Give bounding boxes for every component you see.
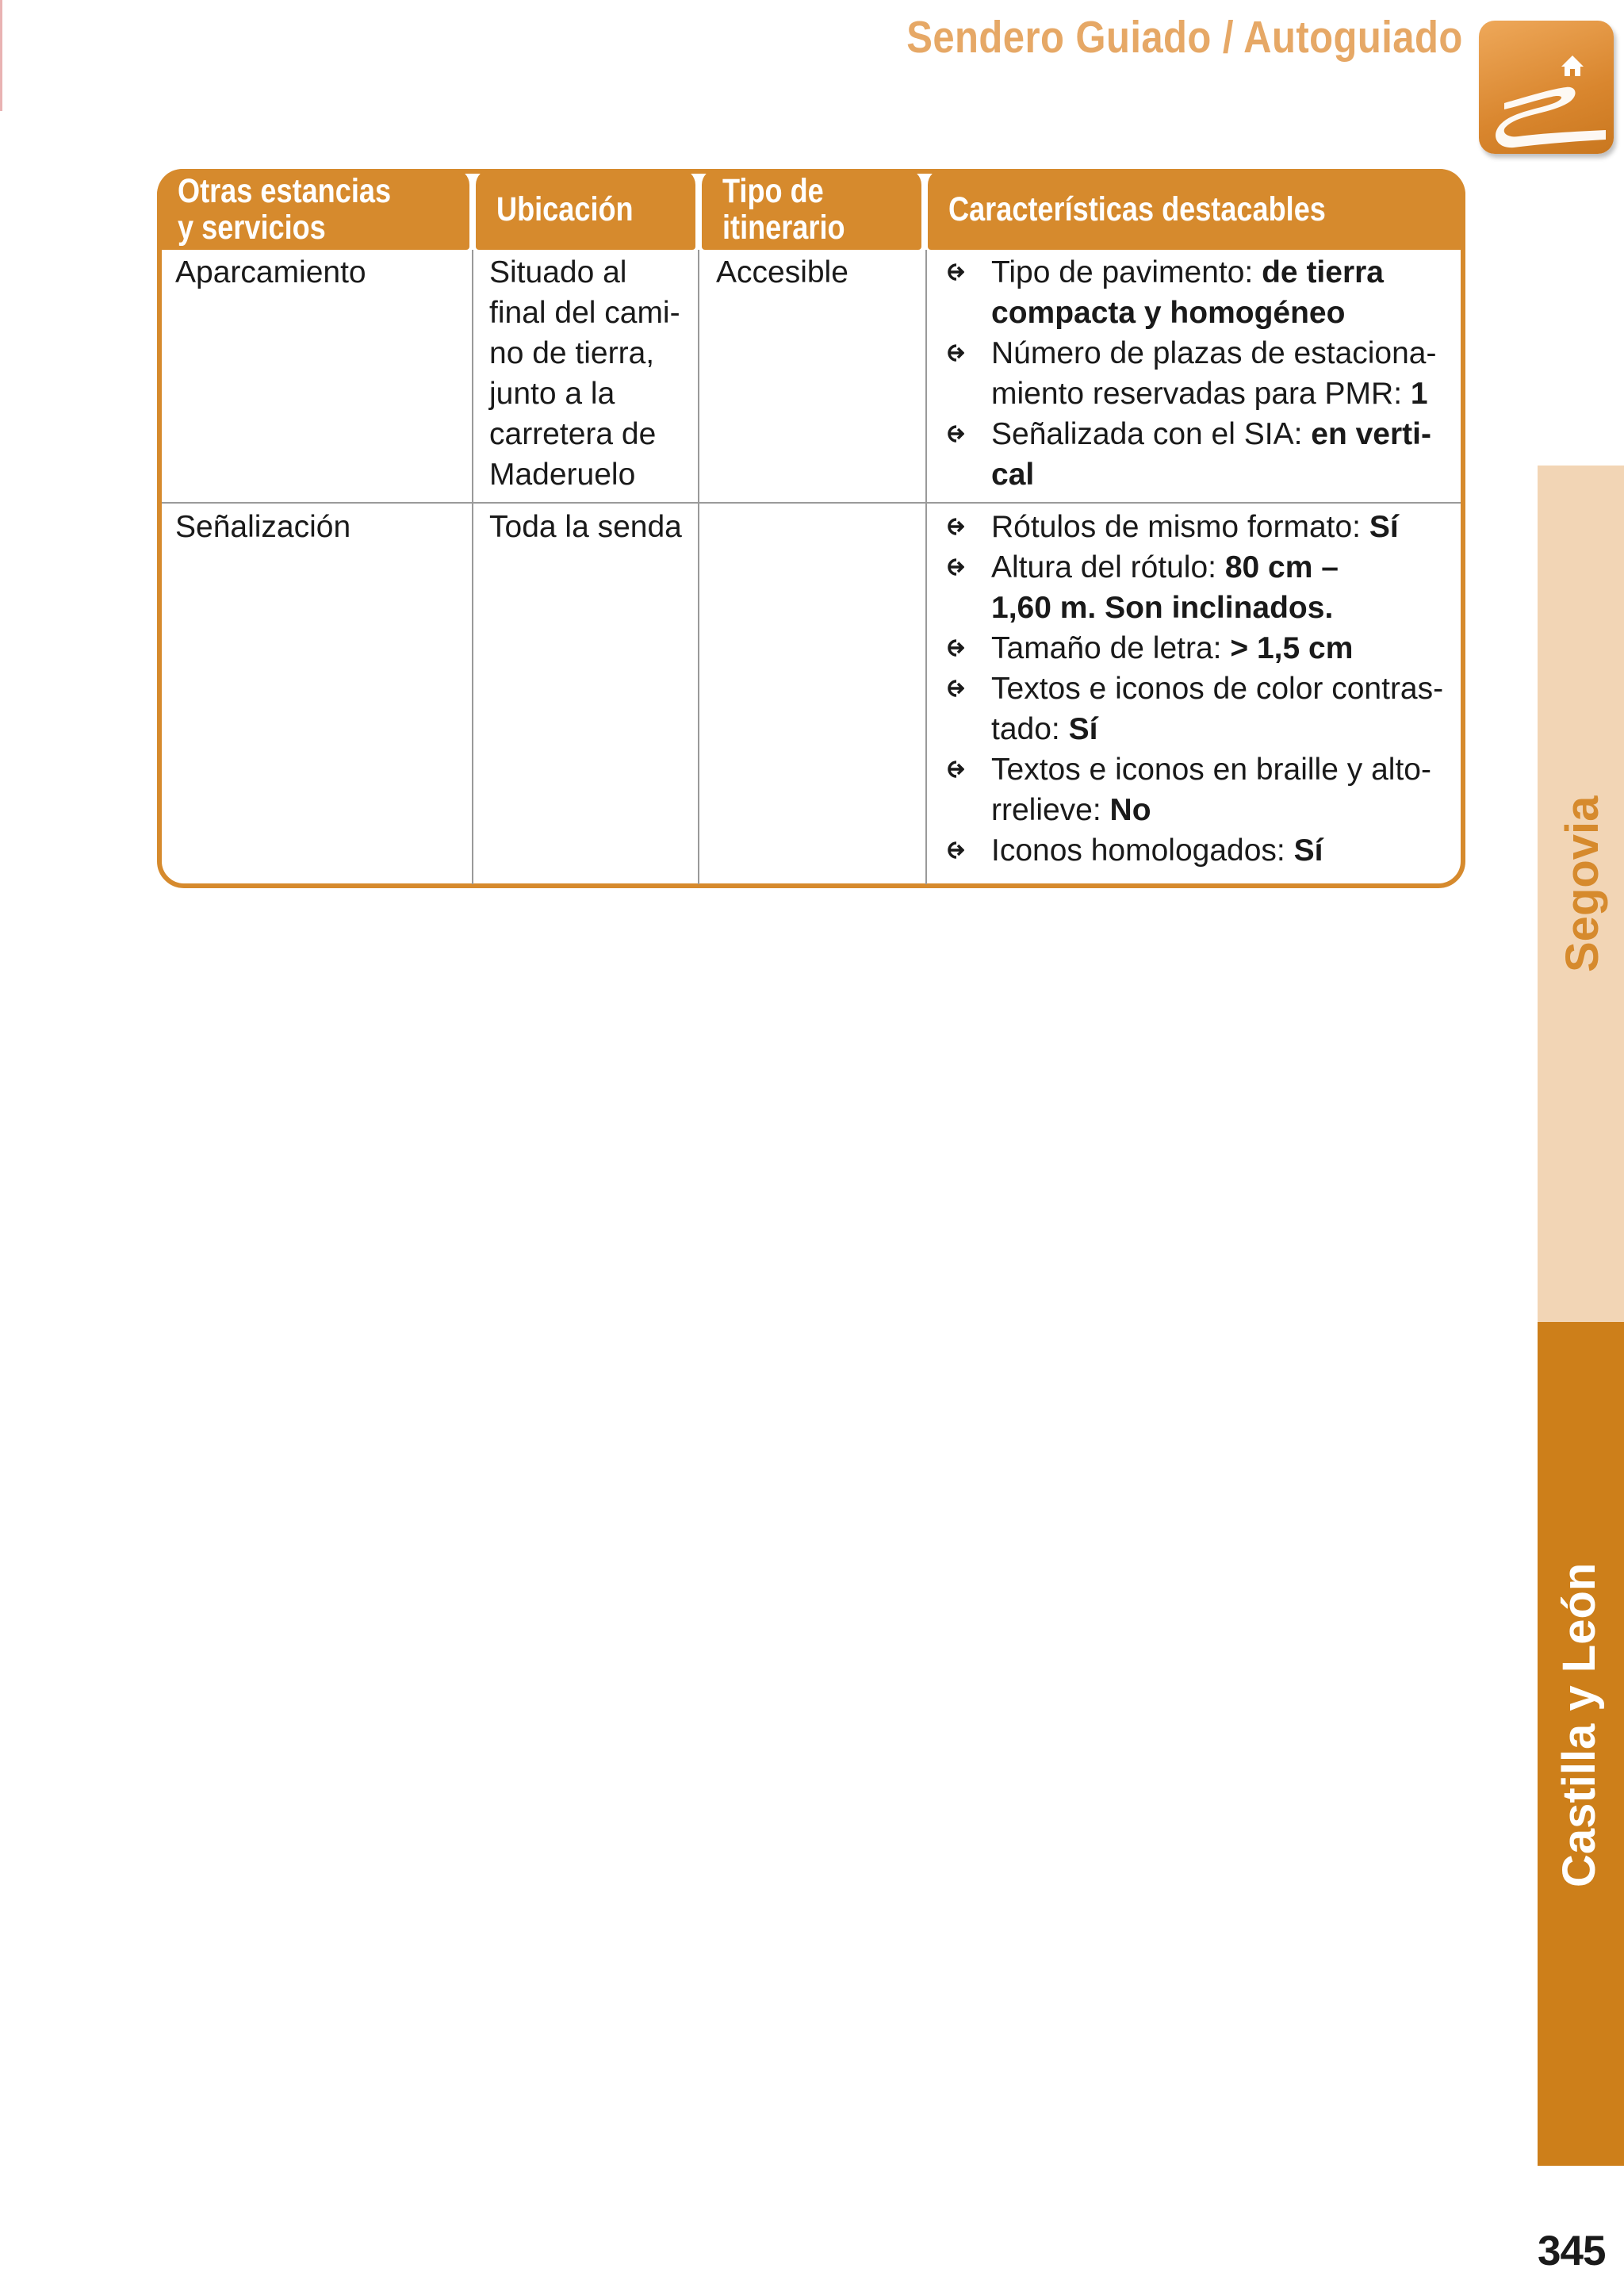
ubicacion-line: junto a la [489,377,615,411]
row-divider [162,502,1461,504]
ubicacion-line: Toda la senda [489,510,682,544]
feature-text: miento reservadas para PMR: [991,377,1411,411]
list-item [927,547,1458,628]
feature-value: cal [991,458,1035,492]
arrow-bullet-icon [944,840,964,860]
feature-value: 1,60 m. Son inclinados. [991,591,1334,625]
list-item [927,507,1458,547]
feature-value: 80 cm – [1224,550,1339,584]
feature-text: Señalizada con el SIA: [991,417,1312,451]
servicio-name: Señalización [175,510,351,544]
arrow-bullet-icon [944,516,964,537]
ubicacion-line: no de tierra, [489,336,655,370]
feature-value: No [1109,793,1151,827]
list-item [927,333,1458,414]
feature-text: Iconos homologados: [991,833,1294,868]
column-divider [698,250,699,884]
column-header-line: y servicios [178,209,326,247]
arrow-bullet-icon [944,638,964,658]
servicio-name: Aparcamiento [175,255,366,289]
column-header-line: Ubicación [496,190,634,228]
table-cell-servicio [175,252,366,293]
feature-text: tado: [991,712,1069,746]
list-item [927,414,1458,495]
feature-text: Textos e iconos en braille y alto- [991,753,1431,787]
feature-text: Tamaño de letra: [991,631,1231,665]
winding-path-home-icon[interactable] [1479,21,1614,154]
list-item [927,628,1458,669]
list-item [927,252,1458,333]
list-item [927,749,1458,830]
feature-value: compacta y homogéneo [991,296,1346,330]
column-header-line: Tipo de [722,172,824,210]
table-cell-ubicacion [489,252,688,495]
ubicacion-line: final del cami- [489,296,680,330]
page-number: 345 [1538,2228,1606,2274]
ubicacion-line: Situado al [489,255,627,289]
feature-text: Textos e iconos de color contras- [991,672,1444,706]
feature-text: Rótulos de mismo formato: [991,510,1369,544]
ubicacion-line: Maderuelo [489,458,636,492]
list-item [927,830,1458,871]
feature-text: Altura del rótulo: [991,550,1225,584]
feature-value: Sí [1369,510,1399,544]
feature-list [927,252,1458,495]
table-cell-tipo [716,252,848,293]
feature-list [927,507,1458,871]
column-header-line: Características destacables [948,190,1326,228]
ubicacion-line: carretera de [489,417,657,451]
table-cell-ubicacion [489,507,691,547]
feature-value: 1 [1410,377,1428,411]
column-header-servicios [157,169,469,250]
province-label: Segovia [1557,795,1608,972]
column-header-ubicacion [476,169,695,250]
table-cell-servicio [175,507,350,547]
feature-value: > 1,5 cm [1230,631,1354,665]
arrow-bullet-icon [944,262,964,282]
feature-value: Sí [1293,833,1323,868]
feature-value: Sí [1068,712,1098,746]
section-title: Sendero Guiado / Autoguiado [906,12,1463,63]
feature-text: Número de plazas de estaciona- [991,336,1437,370]
list-item [927,669,1458,749]
column-divider [472,250,473,884]
column-header-line: itinerario [722,209,845,247]
arrow-bullet-icon [944,423,964,444]
table-cell-caracteristicas [927,252,1458,495]
page-edge-mark [0,0,2,111]
region-label: Castilla y León [1553,1562,1605,1887]
feature-value: en verti- [1311,417,1431,451]
arrow-bullet-icon [944,343,964,363]
arrow-bullet-icon [944,678,964,699]
feature-value: de tierra [1262,255,1384,289]
arrow-bullet-icon [944,759,964,780]
column-header-caracteristicas [928,169,1465,250]
feature-text: Tipo de pavimento: [991,255,1262,289]
tipo-value: Accesible [716,255,848,289]
column-header-tipo [702,169,921,250]
column-header-line: Otras estancias [178,172,392,210]
table-cell-caracteristicas [927,507,1458,871]
feature-text: rrelieve: [991,793,1110,827]
arrow-bullet-icon [944,557,964,577]
